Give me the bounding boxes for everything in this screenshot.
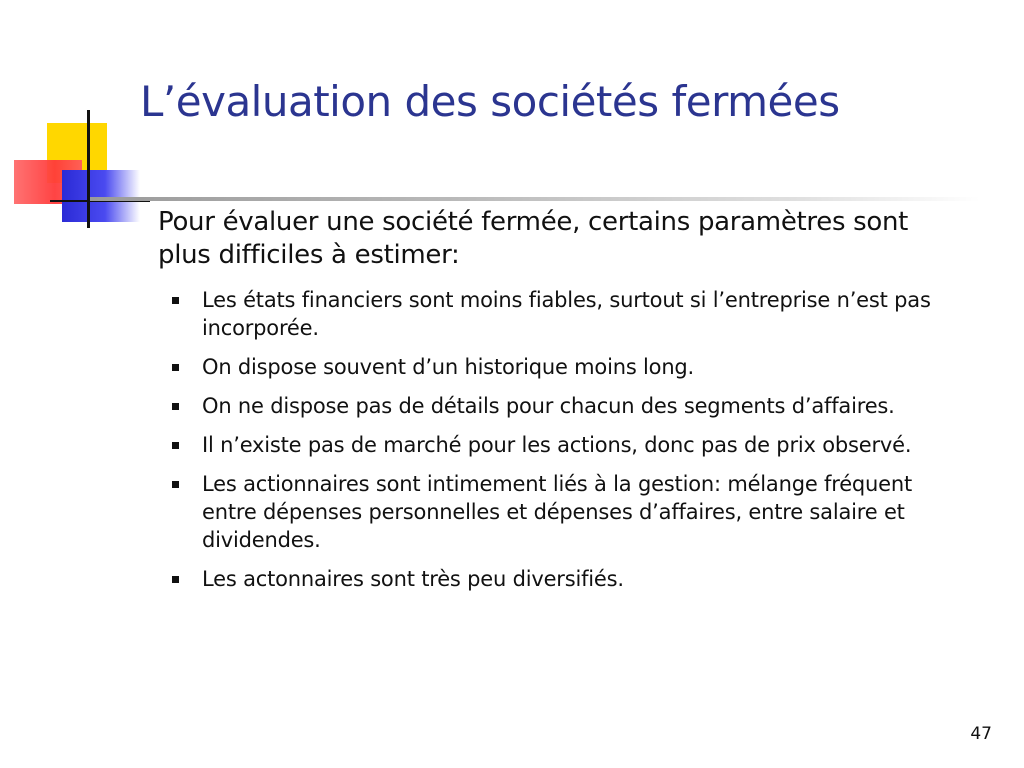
bullet-item (158, 392, 958, 420)
slide-title: L’évaluation des sociétés fermées (140, 77, 840, 126)
bullet-item (158, 431, 958, 459)
square-bullet-icon (172, 364, 179, 371)
square-bullet-icon (172, 481, 179, 488)
bullet-item (158, 353, 958, 381)
square-bullet-icon (172, 442, 179, 449)
lead-paragraph: Pour évaluer une société fermée, certains paramètres sont plus difficiles à estimer: (158, 207, 909, 270)
page-number: 47 (970, 724, 992, 744)
bullet-text: On dispose souvent d’un historique moins long. (202, 355, 695, 379)
square-bullet-icon (172, 297, 179, 304)
bullet-text: Les actionnaires sont intimement liés à la gestion: mélange fréquent entre dépenses personnelles et dépenses d’affaires, entre salaire et dividendes. (202, 472, 913, 552)
slide-content (158, 206, 958, 604)
square-bullet-icon (172, 403, 179, 410)
bullet-list (158, 286, 958, 593)
bullet-text: Les actonnaires sont très peu diversifiés. (202, 567, 624, 591)
bullet-text: On ne dispose pas de détails pour chacun des segments d’affaires. (202, 394, 895, 418)
bullet-text: Les états financiers sont moins fiables, surtout si l’entreprise n’est pas incorporée. (202, 288, 931, 340)
bullet-item (158, 286, 958, 342)
title-divider (90, 197, 980, 201)
bullet-item (158, 565, 958, 593)
corner-squares-logo (0, 0, 150, 240)
bullet-text: Il n’existe pas de marché pour les actions, donc pas de prix observé. (202, 433, 912, 457)
vertical-line (87, 110, 90, 228)
bullet-item (158, 470, 958, 554)
square-bullet-icon (172, 576, 179, 583)
blue-square (62, 170, 140, 222)
